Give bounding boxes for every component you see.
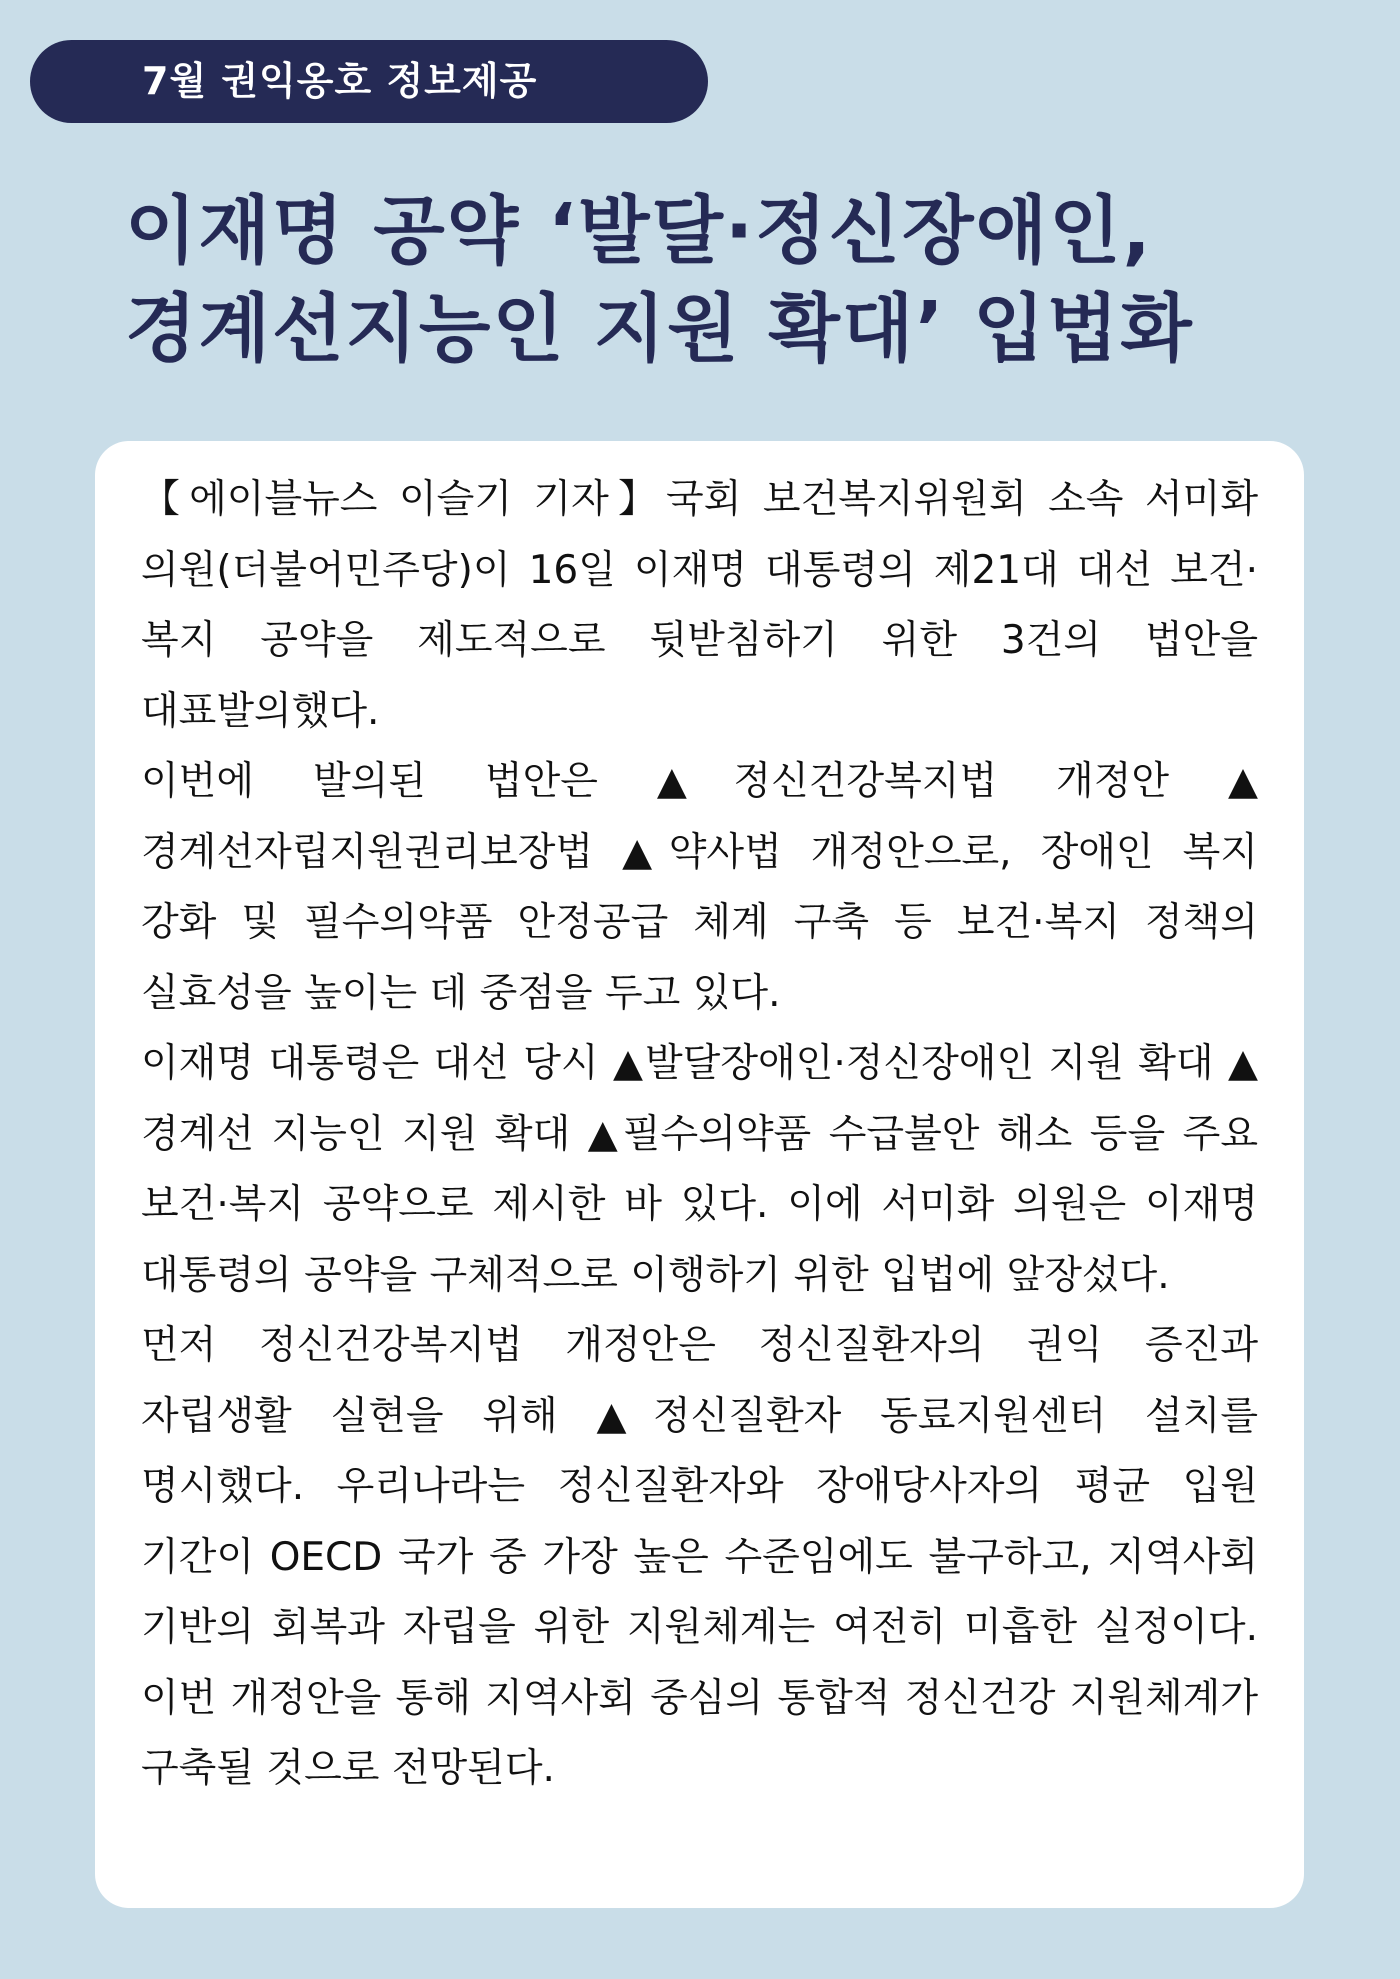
page-title-line-2: 경계선지능인 지원 확대’ 입법화 [125,286,1194,372]
article-paragraph-1: 【에이블뉴스 이슬기 기자】국회 보건복지위원회 소속 서미화 의원(더불어민주당)이 16일 이재명 대통령의 제21대 대선 보건·복지 공약을 제도적으로 뒷받침하기 위한 3건의 법안을 대표발의했다. [141,477,1258,734]
category-badge: 7월 권익옹호 정보제공 [30,40,708,123]
page-title-line-1: 이재명 공약 ‘발달·정신장애인, [125,188,1153,274]
article-card [95,441,1304,1908]
article-paragraph-2: 이번에 발의된 법안은 ▲정신건강복지법 개정안 ▲경계선자립지원권리보장법 ▲약사법 개정안으로, 장애인 복지 강화 및 필수의약품 안정공급 체계 구축 등 보건·복지 정책의 실효성을 높이는 데 중점을 두고 있다. [141,759,1258,1016]
article-paragraph-4: 먼저 정신건강복지법 개정안은 정신질환자의 권익 증진과 자립생활 실현을 위해 ▲정신질환자 동료지원센터 설치를 명시했다. 우리나라는 정신질환자와 장애당사자의 평균 입원 기간이 OECD 국가 중 가장 높은 수준임에도 불구하고, 지역사회 기반의 회복과 자립을 위한 지원체계는 여전히 미흡한 실정이다. 이번 개정안을 통해 지역사회 중심의 통합적 정신건강 지원체계가 구축될 것으로 전망된다. [141,1323,1258,1791]
article-paragraph-3: 이재명 대통령은 대선 당시 ▲발달장애인·정신장애인 지원 확대 ▲경계선 지능인 지원 확대 ▲필수의약품 수급불안 해소 등을 주요 보건·복지 공약으로 제시한 바 있다. 이에 서미화 의원은 이재명 대통령의 공약을 구체적으로 이행하기 위한 입법에 앞장섰다. [141,1041,1258,1298]
page-title [125,182,1305,378]
